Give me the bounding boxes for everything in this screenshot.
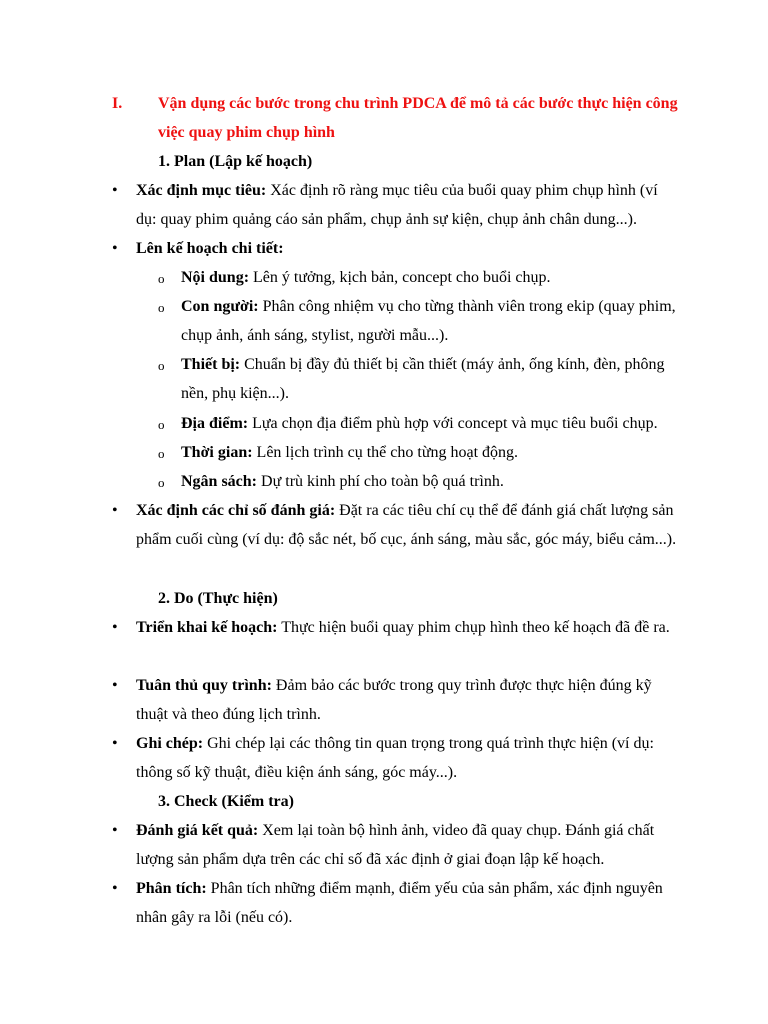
- item-text: Thực hiện buổi quay phim chụp hình theo kế hoạch đã đề ra.: [277, 619, 670, 636]
- sublist-item-location: [181, 409, 681, 438]
- list-item-do-execute: [136, 613, 681, 642]
- sublist-item-content: [181, 263, 681, 292]
- item-text: Lên lịch trình cụ thể cho từng hoạt động.: [252, 444, 519, 461]
- list-item-do-notes: [136, 729, 681, 787]
- item-text: Phân tích những điểm mạnh, điểm yếu của sản phẩm, xác định nguyên nhân gây ra lỗi (nếu có).: [136, 880, 663, 926]
- item-label: Thiết bị:: [181, 356, 241, 373]
- item-text: Lựa chọn địa điểm phù hợp với concept và mục tiêu buổi chụp.: [248, 415, 658, 432]
- list-item-check-analyze: [136, 874, 681, 932]
- item-text: Đảm bảo các bước trong quy trình được thực hiện đúng kỹ thuật và theo đúng lịch trình.: [136, 677, 652, 723]
- list-item-plan-goal: [136, 176, 681, 234]
- item-label: Phân tích:: [136, 880, 207, 897]
- list-item-do-process: [136, 671, 681, 729]
- list-item-plan-detail: [136, 234, 681, 263]
- sublist-item-people: [181, 292, 681, 350]
- plan-title: 1. Plan (Lập kế hoạch): [158, 153, 313, 170]
- item-label: Ngân sách:: [181, 473, 258, 490]
- item-label: Lên kế hoạch chi tiết:: [136, 240, 284, 257]
- list-item-plan-metrics: [136, 496, 681, 554]
- sublist-item-time: [181, 438, 681, 467]
- item-label: Đánh giá kết quả:: [136, 822, 259, 839]
- item-text: Đặt ra các tiêu chí cụ thể để đánh giá chất lượng sản phẩm cuối cùng (ví dụ: độ sắc nét, bố cục, ánh sáng, màu sắc, góc máy, biểu cảm...).: [136, 502, 677, 548]
- do-title: 2. Do (Thực hiện): [158, 590, 278, 607]
- section-title: Vận dụng các bước trong chu trình PDCA để mô tả các bước thực hiện công việc quay phim chụp hình: [158, 95, 678, 141]
- item-text: Xác định rõ ràng mục tiêu của buổi quay phim chụp hình (ví dụ: quay phim quảng cáo sản phẩm, chụp ảnh sự kiện, chụp ảnh chân dung...).: [136, 182, 658, 228]
- sublist-item-equipment: [181, 350, 681, 408]
- item-label: Nội dung:: [181, 269, 250, 286]
- item-text: Phân công nhiệm vụ cho từng thành viên trong ekip (quay phim, chụp ảnh, ánh sáng, stylist, người mẫu...).: [181, 298, 676, 344]
- item-text: Lên ý tưởng, kịch bản, concept cho buổi chụp.: [249, 269, 551, 286]
- section-number: I.: [112, 95, 123, 112]
- item-text: Ghi chép lại các thông tin quan trọng trong quá trình thực hiện (ví dụ: thông số kỹ thuật, điều kiện ánh sáng, góc máy...).: [136, 735, 654, 781]
- item-text: Xem lại toàn bộ hình ảnh, video đã quay chụp. Đánh giá chất lượng sản phẩm dựa trên các chỉ số đã xác định ở giai đoạn lập kế hoạch.: [136, 822, 655, 868]
- item-label: Xác định các chỉ số đánh giá:: [136, 502, 336, 519]
- item-label: Con người:: [181, 298, 259, 315]
- item-label: Địa điểm:: [181, 415, 249, 432]
- item-label: Ghi chép:: [136, 735, 204, 752]
- check-title: 3. Check (Kiểm tra): [158, 793, 294, 810]
- sublist-item-budget: [181, 467, 681, 496]
- item-label: Triển khai kế hoạch:: [136, 619, 278, 636]
- item-label: Tuân thủ quy trình:: [136, 677, 272, 694]
- item-label: Thời gian:: [181, 444, 253, 461]
- item-text: Chuẩn bị đầy đủ thiết bị cần thiết (máy ảnh, ống kính, đèn, phông nền, phụ kiện...).: [181, 356, 665, 402]
- item-text: Dự trù kinh phí cho toàn bộ quá trình.: [257, 473, 504, 490]
- list-item-check-evaluate: [136, 816, 681, 874]
- item-label: Xác định mục tiêu:: [136, 182, 267, 199]
